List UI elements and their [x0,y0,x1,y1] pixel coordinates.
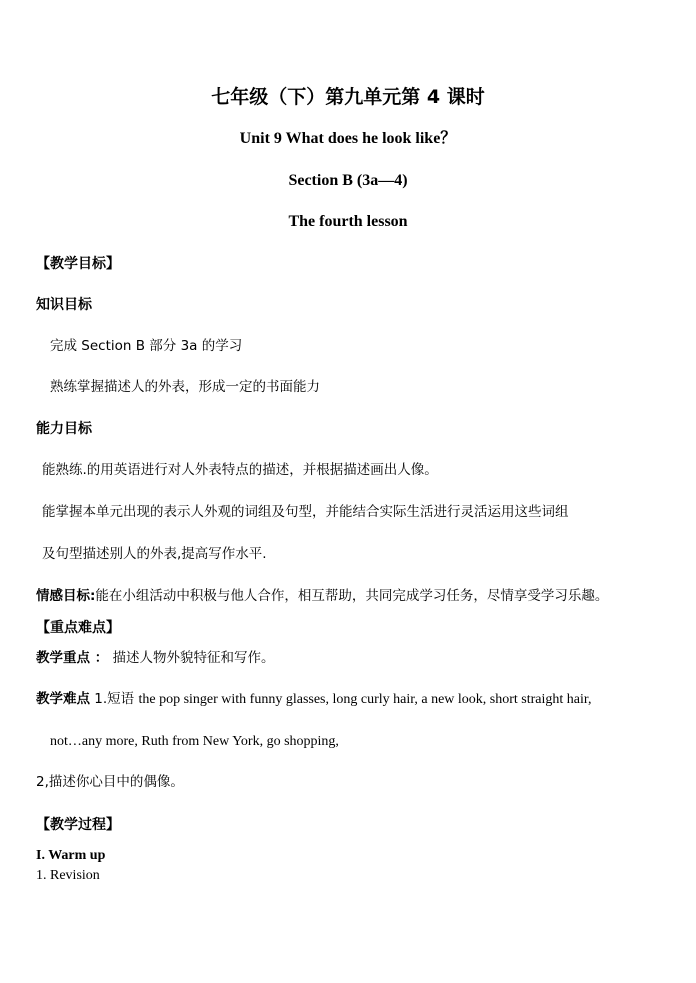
revision-item: 1. Revision [36,868,100,883]
key-points-heading: 【重点难点】 [36,620,120,636]
focus-text: 描述人物外貌特征和写作。 [108,650,275,666]
unit-title: Unit 9 What does he look like？ [239,130,457,147]
emotion-text: 能在小组活动中积极与他人合作，相互帮助，共同完成学习任务，尽情享受学习乐趣。 [95,588,609,604]
teaching-difficulty [36,693,592,707]
focus-label: 教学重点 ： [36,650,109,666]
knowledge-item: 熟练掌握描述人的外表，形成一定的书面能力 [50,379,320,395]
warm-up-heading: I. Warm up [36,848,106,863]
difficulty-item-2: 2,描述你心目中的偶像。 [36,774,184,790]
difficulty-phrases-continued: not…any more, Ruth from New York, go shopping, [50,734,339,749]
process-heading: 【教学过程】 [36,817,120,833]
difficulty-number: 1.短语 [90,691,139,707]
teaching-focus [36,652,275,666]
objectives-heading: 【教学目标】 [36,256,120,272]
ability-item: 能熟练.的用英语进行对人外表特点的描述，并根据描述画出人像。 [42,462,438,478]
emotion-objective [36,590,608,604]
emotion-label: 情感目标: [36,588,96,604]
page-title: 七年级（下）第九单元第 4 课时 [211,86,485,108]
knowledge-item: 完成 Section B 部分 3a 的学习 [50,338,243,354]
difficulty-label: 教学难点 [36,691,90,707]
knowledge-heading: 知识目标 [36,297,92,313]
ability-item: 能掌握本单元出现的表示人外观的词组及句型，并能结合实际生活进行灵活运用这些词组 [42,504,569,520]
difficulty-phrases: the pop singer with funny glasses, long curly hair, a new look, short straight hair, [138,692,592,707]
section-title: Section B (3a—4) [288,172,408,189]
lesson-title: The fourth lesson [288,213,408,230]
ability-item: 及句型描述别人的外表,提高写作水平. [42,546,267,562]
ability-heading: 能力目标 [36,421,92,437]
